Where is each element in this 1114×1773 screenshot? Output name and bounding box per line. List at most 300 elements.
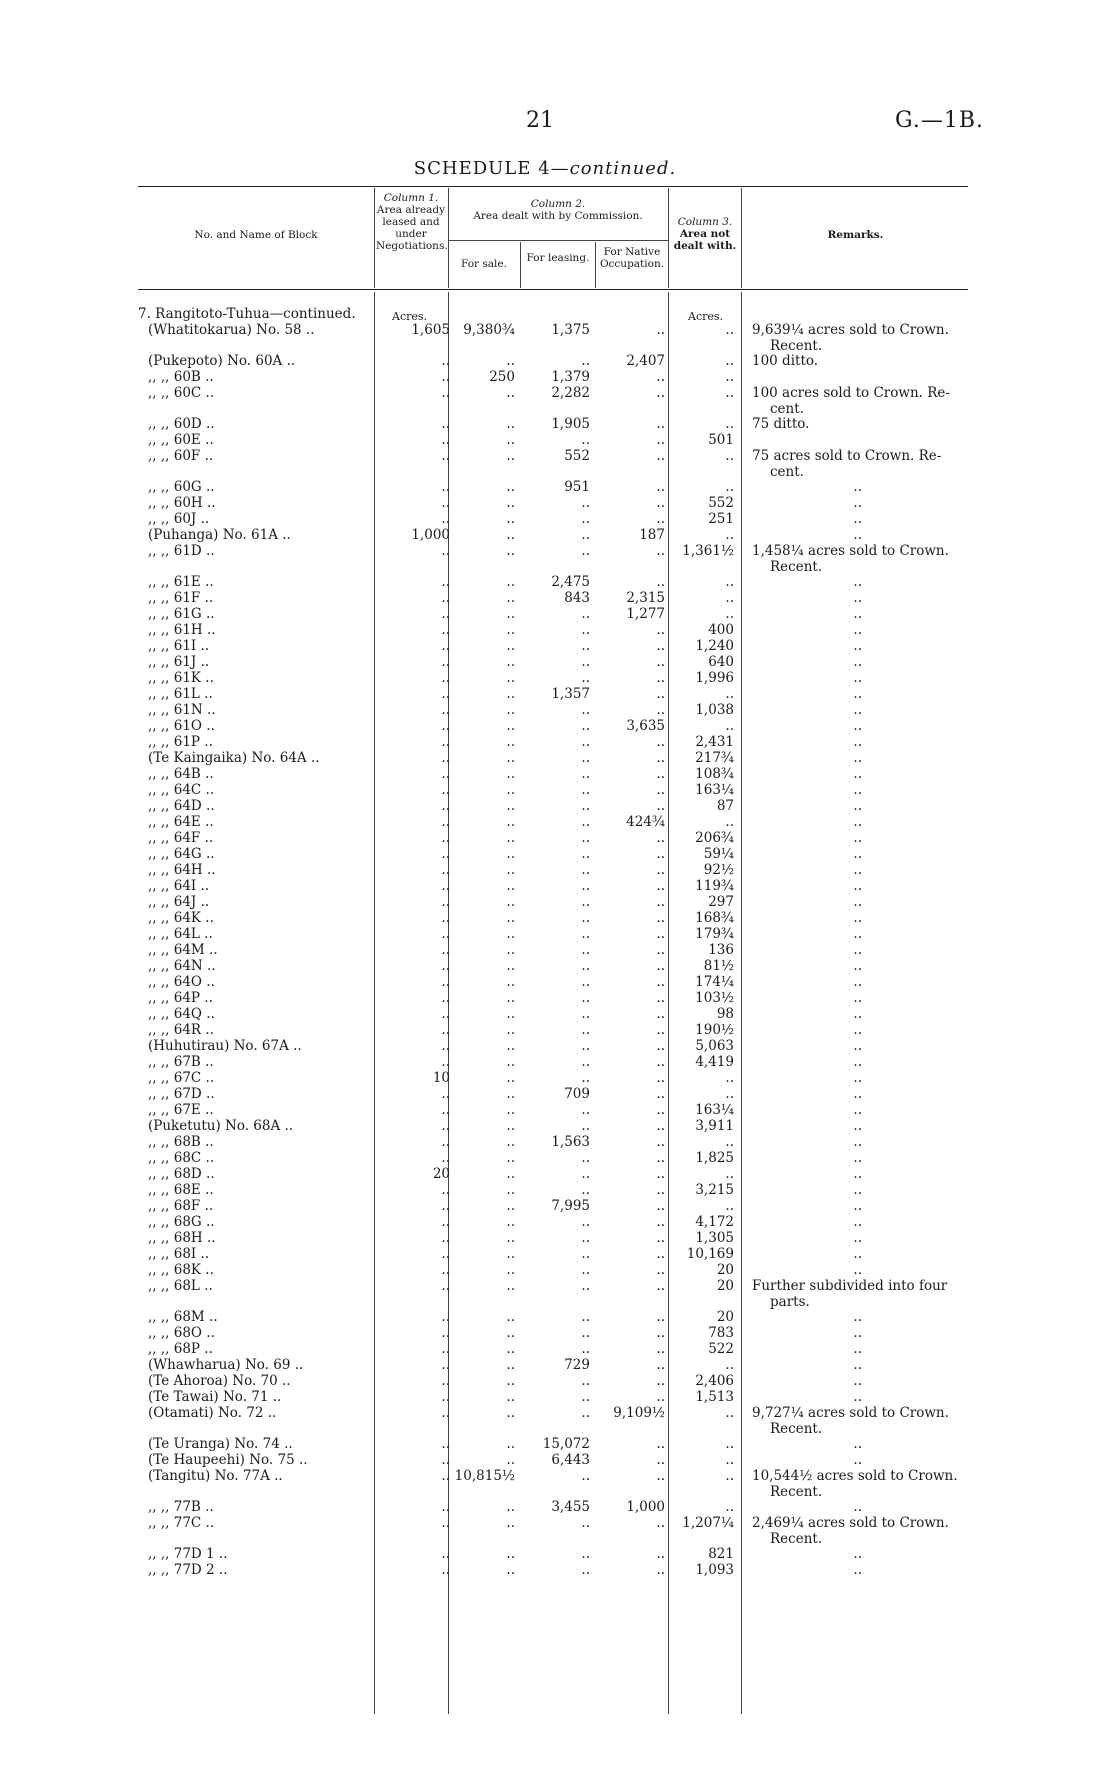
cell-c1: .. <box>441 448 450 464</box>
cell-rem: .. <box>853 942 862 958</box>
cell-c2c: .. <box>656 622 665 638</box>
header-name: No. and Name of Block <box>194 229 318 241</box>
cell-c2c: .. <box>656 846 665 862</box>
cell-c2a: .. <box>506 1499 515 1515</box>
cell-c2a: .. <box>506 527 515 543</box>
cell-c3: .. <box>725 1134 734 1150</box>
table-row <box>0 1452 1114 1468</box>
cell-c3: 81½ <box>703 958 734 974</box>
column-divider <box>741 188 742 288</box>
cell-c1: .. <box>441 1134 450 1150</box>
cell-c2b: .. <box>581 654 590 670</box>
cell-c2c: .. <box>656 1246 665 1262</box>
cell-c2b: .. <box>581 622 590 638</box>
cell-rem: .. <box>853 1499 862 1515</box>
cell-name: ,, ,, 60C .. <box>148 385 215 401</box>
cell-c2a: .. <box>506 958 515 974</box>
cell-name: ,, ,, 64E .. <box>148 814 214 830</box>
cell-c1: .. <box>441 574 450 590</box>
cell-c2b: .. <box>581 750 590 766</box>
cell-c2b: .. <box>581 942 590 958</box>
cell-c2b: 552 <box>564 448 590 464</box>
cell-c2b: .. <box>581 1006 590 1022</box>
cell-c2c: .. <box>656 1562 665 1578</box>
cell-rem: 100 acres sold to Crown. Re- <box>752 385 950 401</box>
cell-c2c: .. <box>656 574 665 590</box>
cell-rem: .. <box>853 654 862 670</box>
cell-c2b: 951 <box>564 479 590 495</box>
cell-name: ,, ,, 77D 2 .. <box>148 1562 228 1578</box>
cell-name: ,, ,, 60G .. <box>148 479 215 495</box>
table-row <box>0 1309 1114 1325</box>
cell-c3: .. <box>725 814 734 830</box>
cell-c2c: .. <box>656 686 665 702</box>
table-row <box>0 1054 1114 1070</box>
table-row <box>0 527 1114 543</box>
cell-c3: 1,825 <box>695 1150 734 1166</box>
cell-rem: .. <box>853 670 862 686</box>
cell-rem: 9,639¼ acres sold to Crown. <box>752 322 949 338</box>
cell-c2c: .. <box>656 990 665 1006</box>
cell-name: ,, ,, 60E .. <box>148 432 214 448</box>
cell-c2b: 1,379 <box>551 369 590 385</box>
cell-rem2: Recent. <box>770 559 823 575</box>
cell-name: ,, ,, 67B .. <box>148 1054 214 1070</box>
cell-c2c: .. <box>656 1309 665 1325</box>
table-row <box>0 1373 1114 1389</box>
cell-name: ,, ,, 64B .. <box>148 766 214 782</box>
cell-c3: 217¾ <box>695 750 734 766</box>
cell-rem: .. <box>853 590 862 606</box>
cell-c2b: .. <box>581 926 590 942</box>
column-divider <box>595 242 596 288</box>
cell-c2b: 1,905 <box>551 416 590 432</box>
cell-rem: .. <box>853 495 862 511</box>
cell-name: (Te Uranga) No. 74 .. <box>148 1436 293 1452</box>
cell-c2a: .. <box>506 1102 515 1118</box>
cell-rem: .. <box>853 1070 862 1086</box>
column-divider <box>520 242 521 288</box>
cell-c2c: .. <box>656 1341 665 1357</box>
cell-c1: .. <box>441 878 450 894</box>
table-row <box>0 1230 1114 1246</box>
section-heading: 7. Rangitoto-Tuhua—continued. <box>138 306 356 322</box>
cell-c2b: .. <box>581 606 590 622</box>
cell-rem: .. <box>853 1134 862 1150</box>
cell-c3: .. <box>725 369 734 385</box>
table-row <box>0 1562 1114 1578</box>
cell-c3: .. <box>725 322 734 338</box>
cell-c3: 108¾ <box>695 766 734 782</box>
cell-c3: 522 <box>708 1341 734 1357</box>
cell-c1: .. <box>441 862 450 878</box>
cell-c3: 297 <box>708 894 734 910</box>
cell-rem: .. <box>853 1262 862 1278</box>
cell-c3: 1,996 <box>695 670 734 686</box>
cell-rem: .. <box>853 1022 862 1038</box>
cell-c2b: 2,475 <box>551 574 590 590</box>
table-row <box>0 622 1114 638</box>
cell-c2a: .. <box>506 1246 515 1262</box>
cell-c3: .. <box>725 606 734 622</box>
table-row <box>0 1070 1114 1086</box>
table-row <box>0 686 1114 702</box>
cell-rem: .. <box>853 1182 862 1198</box>
cell-c1: .. <box>441 638 450 654</box>
cell-c2c: .. <box>656 1070 665 1086</box>
cell-c2c: .. <box>656 448 665 464</box>
cell-c2b: .. <box>581 1468 590 1484</box>
cell-c3: .. <box>725 574 734 590</box>
table-row <box>0 543 1114 575</box>
table-row <box>0 1436 1114 1452</box>
cell-c2c: .. <box>656 385 665 401</box>
cell-c3: .. <box>725 527 734 543</box>
cell-c2c: .. <box>656 894 665 910</box>
cell-rem: .. <box>853 958 862 974</box>
cell-name: ,, ,, 61J .. <box>148 654 210 670</box>
cell-c3: .. <box>725 1070 734 1086</box>
cell-c2b: .. <box>581 1230 590 1246</box>
cell-c2b: .. <box>581 1405 590 1421</box>
cell-c2b: 15,072 <box>542 1436 590 1452</box>
cell-name: ,, ,, 68C .. <box>148 1150 215 1166</box>
cell-c1: .. <box>441 798 450 814</box>
cell-c3: 163¼ <box>695 1102 734 1118</box>
cell-c3: 87 <box>716 798 734 814</box>
cell-c3: 5,063 <box>695 1038 734 1054</box>
cell-c1: .. <box>441 1198 450 1214</box>
cell-c2c: .. <box>656 878 665 894</box>
cell-rem2: Recent. <box>770 1484 823 1500</box>
table-row <box>0 1515 1114 1547</box>
cell-c2c: .. <box>656 1325 665 1341</box>
cell-c2c: .. <box>656 1134 665 1150</box>
cell-c2c: .. <box>656 479 665 495</box>
cell-c3: 206¾ <box>695 830 734 846</box>
cell-rem: .. <box>853 638 862 654</box>
cell-c3: .. <box>725 1405 734 1421</box>
cell-name: ,, ,, 61E .. <box>148 574 214 590</box>
cell-c3: 20 <box>716 1309 734 1325</box>
cell-c1: .. <box>441 990 450 1006</box>
cell-c1: .. <box>441 1373 450 1389</box>
cell-c2b: 709 <box>564 1086 590 1102</box>
cell-rem: 75 ditto. <box>752 416 810 432</box>
table-row <box>0 1246 1114 1262</box>
cell-name: ,, ,, 67D .. <box>148 1086 215 1102</box>
cell-c1: .. <box>441 1468 450 1484</box>
cell-c2a: .. <box>506 1198 515 1214</box>
cell-rem: .. <box>853 1038 862 1054</box>
cell-rem: .. <box>853 1309 862 1325</box>
cell-c2b: .. <box>581 511 590 527</box>
cell-name: ,, ,, 68B .. <box>148 1134 214 1150</box>
cell-c2c: .. <box>656 1118 665 1134</box>
cell-name: ,, ,, 64Q .. <box>148 1006 215 1022</box>
cell-c3: 92½ <box>703 862 734 878</box>
cell-c2a: .. <box>506 1038 515 1054</box>
cell-c2c: .. <box>656 1357 665 1373</box>
table-row <box>0 416 1114 432</box>
cell-c1: .. <box>441 1150 450 1166</box>
cell-c1: .. <box>441 702 450 718</box>
cell-c3: .. <box>725 1357 734 1373</box>
cell-name: (Te Kaingaika) No. 64A .. <box>148 750 320 766</box>
cell-name: ,, ,, 64N .. <box>148 958 216 974</box>
cell-name: ,, ,, 68P .. <box>148 1341 213 1357</box>
cell-c1: .. <box>441 670 450 686</box>
cell-c2c: .. <box>656 958 665 974</box>
cell-name: (Te Tawai) No. 71 .. <box>148 1389 282 1405</box>
cell-c2c: .. <box>656 734 665 750</box>
cell-c2b: .. <box>581 432 590 448</box>
cell-rem: .. <box>853 574 862 590</box>
cell-c2a: .. <box>506 574 515 590</box>
table-row <box>0 1038 1114 1054</box>
cell-rem: .. <box>853 1325 862 1341</box>
table-row <box>0 766 1114 782</box>
cell-c2c: .. <box>656 1278 665 1294</box>
cell-c2b: 7,995 <box>551 1198 590 1214</box>
column-divider <box>374 188 375 288</box>
cell-c2a: .. <box>506 1166 515 1182</box>
cell-c3: .. <box>725 686 734 702</box>
cell-c2a: .. <box>506 622 515 638</box>
cell-c2c: .. <box>656 766 665 782</box>
cell-c2a: .. <box>506 1405 515 1421</box>
header-col1: Column 1. Area already leased and under Negotiations. <box>376 192 448 253</box>
cell-name: ,, ,, 68G .. <box>148 1214 215 1230</box>
cell-c1: .. <box>441 942 450 958</box>
cell-c2a: .. <box>506 1452 515 1468</box>
cell-c2c: .. <box>656 670 665 686</box>
cell-c3: 2,431 <box>695 734 734 750</box>
cell-rem: .. <box>853 1373 862 1389</box>
cell-name: ,, ,, 61H .. <box>148 622 216 638</box>
cell-rem: .. <box>853 798 862 814</box>
cell-c2a: .. <box>506 1373 515 1389</box>
table-row <box>0 990 1114 1006</box>
cell-c2b: .. <box>581 1118 590 1134</box>
cell-c2a: .. <box>506 846 515 862</box>
cell-name: ,, ,, 61L .. <box>148 686 213 702</box>
cell-rem: .. <box>853 1166 862 1182</box>
header-col2b: For leasing. <box>526 252 590 264</box>
cell-c2a: .. <box>506 1134 515 1150</box>
cell-c1: .. <box>441 974 450 990</box>
cell-rem: .. <box>853 1086 862 1102</box>
cell-rem: .. <box>853 1341 862 1357</box>
table-row <box>0 353 1114 369</box>
cell-c2a: .. <box>506 990 515 1006</box>
cell-c1: .. <box>441 1262 450 1278</box>
table-row <box>0 1102 1114 1118</box>
table-row <box>0 1546 1114 1562</box>
cell-c1: .. <box>441 543 450 559</box>
cell-rem: Further subdivided into four <box>752 1278 948 1294</box>
cell-c2a: .. <box>506 750 515 766</box>
cell-name: (Whawharua) No. 69 .. <box>148 1357 304 1373</box>
cell-c2b: .. <box>581 830 590 846</box>
cell-c2c: .. <box>656 1452 665 1468</box>
cell-c3: 1,305 <box>695 1230 734 1246</box>
cell-rem: 1,458¼ acres sold to Crown. <box>752 543 949 559</box>
cell-c1: .. <box>441 1499 450 1515</box>
cell-c2b: .. <box>581 1102 590 1118</box>
cell-rem2: Recent. <box>770 1421 823 1437</box>
cell-c2b: .. <box>581 1278 590 1294</box>
cell-rem: .. <box>853 846 862 862</box>
table-row <box>0 1150 1114 1166</box>
cell-c2b: .. <box>581 527 590 543</box>
cell-c2b: .. <box>581 878 590 894</box>
cell-c3: 168¾ <box>695 910 734 926</box>
cell-c1: .. <box>441 830 450 846</box>
cell-c1: .. <box>441 590 450 606</box>
cell-c2c: .. <box>656 1054 665 1070</box>
cell-c2b: .. <box>581 1562 590 1578</box>
cell-c1: .. <box>441 353 450 369</box>
cell-c1: .. <box>441 926 450 942</box>
cell-c2b: .. <box>581 495 590 511</box>
cell-c1: .. <box>441 766 450 782</box>
cell-c2a: .. <box>506 1562 515 1578</box>
cell-c2a: .. <box>506 782 515 798</box>
cell-c2c: 9,109½ <box>613 1405 665 1421</box>
cell-c2c: .. <box>656 322 665 338</box>
cell-c2a: 10,815½ <box>454 1468 515 1484</box>
cell-name: ,, ,, 61G .. <box>148 606 215 622</box>
cell-c2a: .. <box>506 448 515 464</box>
cell-c2c: .. <box>656 1214 665 1230</box>
cell-c3: .. <box>725 1452 734 1468</box>
table-row <box>0 958 1114 974</box>
cell-c2a: .. <box>506 814 515 830</box>
cell-c2a: .. <box>506 1436 515 1452</box>
cell-name: ,, ,, 68F .. <box>148 1198 214 1214</box>
header-col2: Column 2. Area dealt with by Commission. <box>473 198 643 223</box>
cell-c2a: .. <box>506 862 515 878</box>
cell-c3: 1,361½ <box>682 543 734 559</box>
cell-rem: .. <box>853 1389 862 1405</box>
cell-c1: .. <box>441 1389 450 1405</box>
cell-c1: .. <box>441 495 450 511</box>
cell-c2c: .. <box>656 1086 665 1102</box>
cell-c2a: .. <box>506 1278 515 1294</box>
cell-c1: .. <box>441 606 450 622</box>
cell-rem: .. <box>853 766 862 782</box>
cell-c2c: .. <box>656 1182 665 1198</box>
cell-c2b: .. <box>581 670 590 686</box>
cell-c3: 119¾ <box>695 878 734 894</box>
cell-c2c: .. <box>656 495 665 511</box>
cell-rem: .. <box>853 702 862 718</box>
cell-name: ,, ,, 77C .. <box>148 1515 215 1531</box>
cell-c2c: .. <box>656 798 665 814</box>
cell-c1: .. <box>441 385 450 401</box>
cell-c3: 1,513 <box>695 1389 734 1405</box>
cell-c3: 59¼ <box>703 846 734 862</box>
cell-c2c: .. <box>656 830 665 846</box>
cell-name: (Te Ahoroa) No. 70 .. <box>148 1373 291 1389</box>
cell-c2a: .. <box>506 1214 515 1230</box>
table-row <box>0 322 1114 354</box>
cell-c2c: .. <box>656 654 665 670</box>
cell-c2c: 1,277 <box>626 606 665 622</box>
table-row <box>0 1086 1114 1102</box>
cell-c2a: .. <box>506 353 515 369</box>
cell-c3: 552 <box>708 495 734 511</box>
cell-c3: 136 <box>708 942 734 958</box>
cell-c2b: .. <box>581 1546 590 1562</box>
cell-name: (Tangitu) No. 77A .. <box>148 1468 283 1484</box>
cell-rem: .. <box>853 878 862 894</box>
cell-c2a: .. <box>506 926 515 942</box>
cell-c2a: .. <box>506 1341 515 1357</box>
cell-name: ,, ,, 64M .. <box>148 942 218 958</box>
cell-name: ,, ,, 68H .. <box>148 1230 216 1246</box>
cell-c2c: 2,407 <box>626 353 665 369</box>
cell-c2c: .. <box>656 1166 665 1182</box>
table-row <box>0 926 1114 942</box>
cell-rem: .. <box>853 1054 862 1070</box>
table-row <box>0 910 1114 926</box>
cell-c2a: .. <box>506 1182 515 1198</box>
cell-c2c: .. <box>656 1468 665 1484</box>
cell-c2a: .. <box>506 894 515 910</box>
cell-c1: 1,605 <box>411 322 450 338</box>
table-row <box>0 1134 1114 1150</box>
unit-label-col1: Acres. <box>392 310 428 323</box>
cell-c3: 1,207¼ <box>682 1515 734 1531</box>
cell-c2c: .. <box>656 1198 665 1214</box>
cell-rem2: Recent. <box>770 1531 823 1547</box>
table-row <box>0 750 1114 766</box>
cell-c2b: 1,357 <box>551 686 590 702</box>
cell-c2b: .. <box>581 718 590 734</box>
cell-c2b: .. <box>581 1038 590 1054</box>
cell-c2a: .. <box>506 495 515 511</box>
cell-c2c: .. <box>656 1230 665 1246</box>
cell-c2c: .. <box>656 1436 665 1452</box>
cell-c1: .. <box>441 1246 450 1262</box>
table-row <box>0 942 1114 958</box>
table-row <box>0 1468 1114 1500</box>
cell-c2c: .. <box>656 1102 665 1118</box>
cell-c1: .. <box>441 1325 450 1341</box>
table-row <box>0 479 1114 495</box>
cell-c2b: .. <box>581 1070 590 1086</box>
cell-c1: .. <box>441 1405 450 1421</box>
cell-c2b: .. <box>581 1309 590 1325</box>
cell-c3: 4,172 <box>695 1214 734 1230</box>
cell-rem: .. <box>853 1006 862 1022</box>
cell-c2b: .. <box>581 1341 590 1357</box>
cell-c2a: .. <box>506 1389 515 1405</box>
cell-c2b: .. <box>581 638 590 654</box>
cell-rem2: Recent. <box>770 338 823 354</box>
cell-c3: 2,406 <box>695 1373 734 1389</box>
cell-c2b: .. <box>581 1389 590 1405</box>
table-row <box>0 734 1114 750</box>
cell-c2b: .. <box>581 894 590 910</box>
cell-c1: 20 <box>432 1166 450 1182</box>
table-row <box>0 878 1114 894</box>
cell-c3: 20 <box>716 1262 734 1278</box>
cell-c2a: .. <box>506 1022 515 1038</box>
cell-c1: .. <box>441 416 450 432</box>
